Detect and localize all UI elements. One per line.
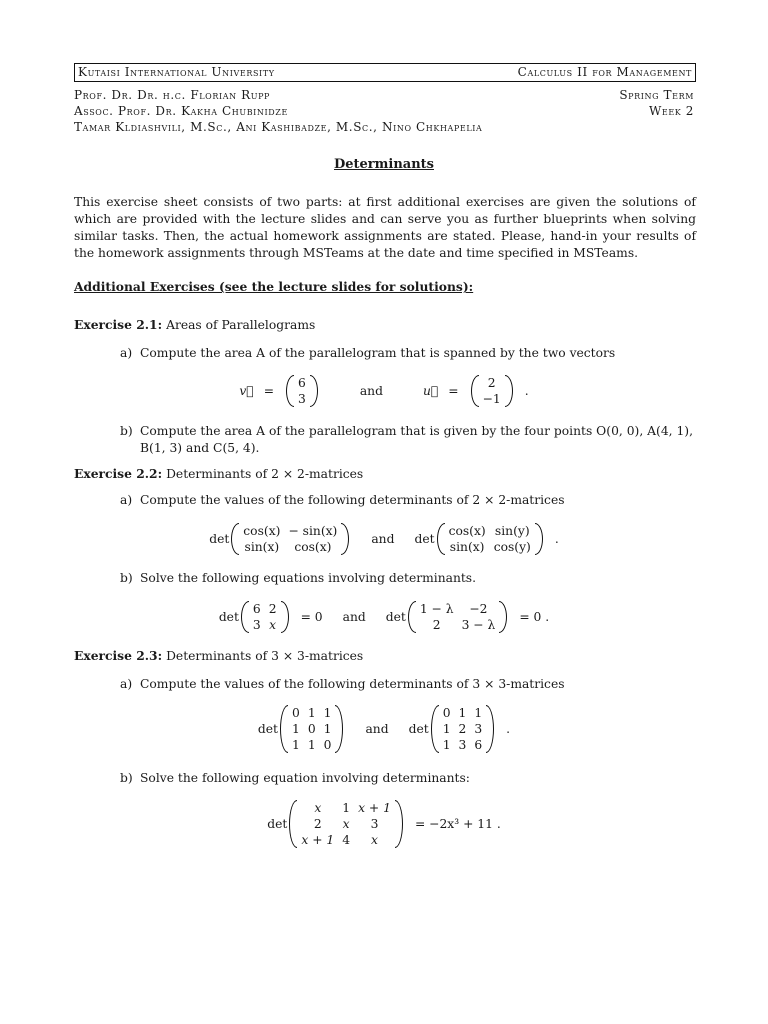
item-text: Solve the following equations involving determinants. (140, 571, 477, 585)
matrix-cell: x + 1 (358, 801, 391, 815)
matrix (231, 523, 349, 555)
matrix-cell: 4 (342, 833, 351, 847)
matrix (431, 705, 494, 753)
equation-rhs: = −2x³ + 11 . (414, 817, 501, 831)
matrix-cell: 2 (313, 817, 322, 831)
matrix-cell: 1 (323, 722, 332, 736)
matrix-cell: x + 1 (301, 833, 335, 847)
matrix (408, 601, 508, 633)
page-title: Determinants (333, 157, 434, 172)
matrix-cell: 1 (442, 738, 451, 752)
matrix (437, 523, 543, 555)
vector-v-symbol: v⃗ (239, 384, 254, 398)
matrix-cell: 3 (458, 738, 467, 752)
exercise-item (120, 423, 696, 457)
matrix-cell: 1 − λ (419, 602, 454, 616)
exercise-item (120, 345, 696, 362)
formula-vectors (0, 371, 768, 411)
item-marker: b) (120, 571, 133, 585)
joiner-word: and (359, 384, 383, 398)
matrix-cell: sin(x) (244, 540, 280, 554)
exercise-topic: Determinants of 3 × 3-matrices (166, 649, 364, 663)
exercise-item (120, 492, 696, 509)
vector-u-symbol: u⃗ (422, 384, 439, 398)
matrix-cell: 1 (474, 706, 483, 720)
exercise-label: Exercise 2.3: (74, 648, 163, 663)
exercise-item (120, 570, 696, 587)
matrix-cell: 1 (458, 706, 467, 720)
matrix-cell: x (314, 801, 322, 815)
matrix-cell: 1 (442, 722, 451, 736)
equation-rhs: = 0 . (519, 610, 550, 624)
matrix-cell: 3 − λ (461, 618, 496, 632)
matrix-cell: 2 (487, 376, 496, 390)
matrix-cell: sin(y) (494, 524, 530, 538)
section-heading: Additional Exercises (see the lecture slides for solutions): (74, 279, 474, 294)
matrix-cell: cos(x) (294, 540, 332, 554)
exercise-topic: Areas of Parallelograms (166, 318, 316, 332)
formula-trig-determinants (0, 519, 768, 559)
vector-v (286, 375, 318, 407)
matrix-cell: x (371, 833, 378, 847)
matrix-cell: 3 (252, 618, 261, 632)
matrix-cell: 6 (474, 738, 483, 752)
matrix-cell: 1 (342, 801, 351, 815)
item-text: Compute the values of the following determinants of 2 × 2-matrices (140, 493, 565, 507)
university-name: Kutaisi International University (78, 65, 275, 79)
matrix-cell: sin(x) (449, 540, 485, 554)
item-text: Compute the values of the following determinants of 3 × 3-matrices (140, 677, 565, 691)
matrix-cell: 2 (268, 602, 277, 616)
item-marker: b) (120, 424, 133, 438)
week-label: Week 2 (648, 104, 694, 118)
matrix-cell: 1 (307, 706, 316, 720)
det-operator: det (257, 722, 278, 736)
matrix-cell: − sin(x) (288, 524, 338, 538)
exercise-heading (74, 648, 363, 663)
equals-sign: = (263, 384, 274, 398)
staff-line-1: Prof. Dr. Dr. h.c. Florian Rupp (74, 88, 271, 102)
header-box (74, 63, 696, 82)
matrix-cell: 0 (442, 706, 451, 720)
matrix-cell: 6 (298, 376, 306, 390)
matrix-cell: −2 (469, 602, 488, 616)
matrix-cell: 1 (291, 722, 300, 736)
matrix-cell: x (269, 618, 277, 632)
item-marker: a) (120, 346, 133, 360)
matrix (241, 601, 289, 633)
formula-3x3-determinants (0, 701, 768, 757)
exercise-topic: Determinants of 2 × 2-matrices (166, 467, 364, 481)
joiner-word: and (371, 532, 395, 546)
exercise-heading (74, 317, 315, 332)
staff-line-3: Tamar Kldiashvili, M.Sc., Ani Kashibadze, M.Sc., Nino Chkhapelia (74, 120, 483, 134)
matrix-cell: 0 (307, 722, 316, 736)
staff-line-2: Assoc. Prof. Dr. Kakha Chubinidze (74, 104, 288, 118)
det-operator: det (218, 610, 239, 624)
matrix (280, 705, 343, 753)
det-operator: det (267, 817, 288, 831)
matrix-cell: −1 (482, 392, 501, 406)
det-operator: det (414, 532, 435, 546)
matrix-cell: 3 (298, 392, 306, 406)
exercise-label: Exercise 2.1: (74, 317, 163, 332)
det-operator: det (408, 722, 429, 736)
matrix-cell: x (342, 817, 350, 831)
det-operator: det (385, 610, 406, 624)
joiner-word: and (365, 722, 389, 736)
exercise-item (120, 770, 696, 787)
matrix-cell: 0 (291, 706, 300, 720)
vector-u (471, 375, 513, 407)
matrix-cell: 1 (323, 706, 332, 720)
item-text: Compute the area A of the parallelogram that is spanned by the two vectors (140, 346, 616, 360)
joiner-word: and (342, 610, 366, 624)
formula-end: . (524, 384, 529, 398)
matrix-cell: 3 (370, 817, 379, 831)
matrix-cell: 6 (252, 602, 261, 616)
matrix-cell: 1 (291, 738, 300, 752)
item-text: Solve the following equation involving determinants: (140, 771, 470, 785)
matrix-cell: 2 (458, 722, 467, 736)
matrix-cell: 1 (307, 738, 316, 752)
matrix (289, 800, 403, 848)
formula-end: . (506, 722, 511, 736)
item-text: Compute the area A of the parallelogram that is given by the four points O(0, 0), A(4, 1), B(1, 3) and C(5, 4). (140, 424, 693, 455)
det-operator: det (209, 532, 230, 546)
item-marker: b) (120, 771, 133, 785)
term-label: Spring Term (619, 88, 694, 102)
formula-determinant-equations (0, 597, 768, 637)
exercise-item (120, 676, 696, 693)
item-marker: a) (120, 493, 133, 507)
exercise-heading (74, 466, 363, 481)
matrix-cell: 0 (323, 738, 332, 752)
matrix-cell: cos(x) (243, 524, 281, 538)
item-marker: a) (120, 677, 133, 691)
matrix-cell: 2 (432, 618, 441, 632)
formula-cubic-determinant (0, 796, 768, 852)
formula-end: . (554, 532, 559, 546)
exercise-label: Exercise 2.2: (74, 466, 163, 481)
matrix-cell: cos(x) (448, 524, 486, 538)
equals-sign: = (448, 384, 459, 398)
matrix-cell: 3 (474, 722, 483, 736)
equation-rhs: = 0 (300, 610, 323, 624)
course-name: Calculus II for Management (517, 65, 692, 79)
matrix-cell: cos(y) (493, 540, 531, 554)
intro-paragraph: This exercise sheet consists of two parts: at first additional exercises are given the solutions of which are provided with the lecture slides and can serve you as further blueprints when solving similar tasks. Then, the actual homework assignments are stated. Please, hand-in your results of the homework assignments through MSTeams at the date and time specified in MSTeams. (74, 195, 696, 260)
